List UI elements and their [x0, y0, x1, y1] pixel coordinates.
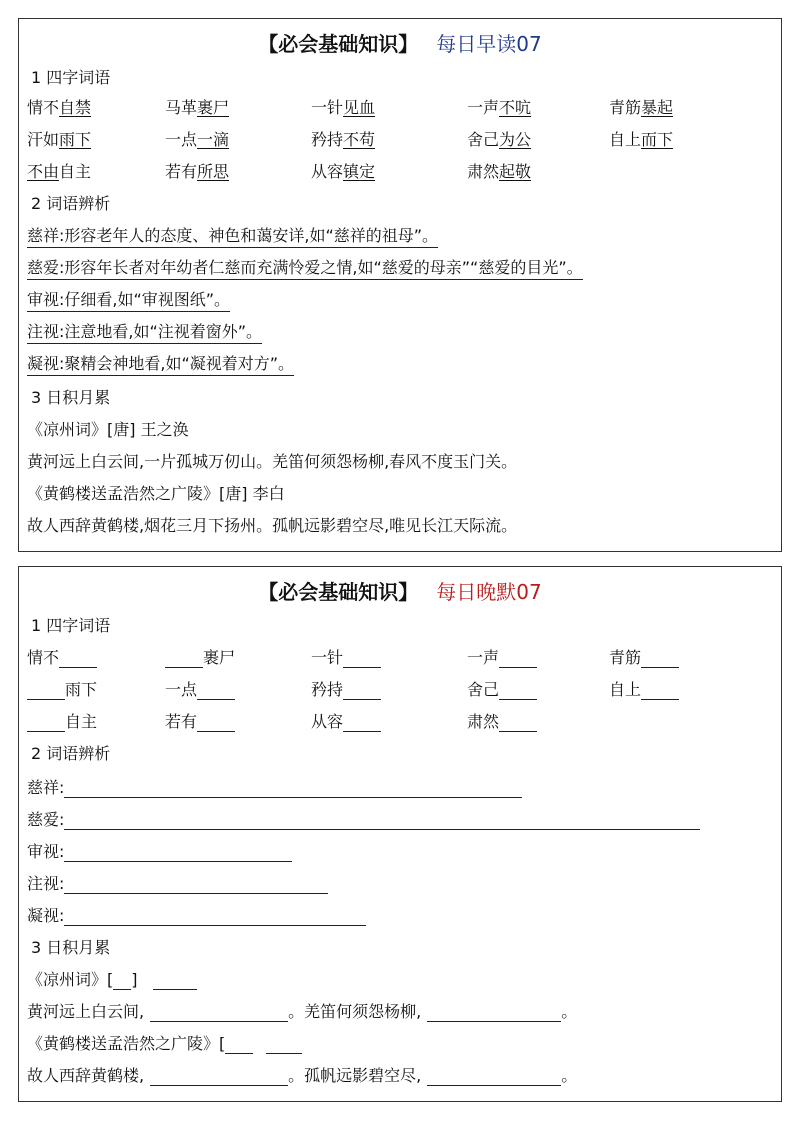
word-item: 汗如雨下	[27, 130, 92, 149]
word-item: 一声不吭	[467, 98, 532, 117]
word-row-3	[19, 709, 781, 733]
definition-line: 慈爱:形容年长者对年幼者仁慈而充满怜爱之情,如“慈爱的母亲”“慈爱的目光”。	[27, 255, 583, 278]
definition-blank[interactable]: 凝视:	[27, 903, 366, 926]
poem-title-blank[interactable]: 《黄鹤楼送孟浩然之广陵》[	[27, 1031, 302, 1054]
word-blank-item[interactable]: 裹尸	[165, 645, 235, 668]
word-blank-item[interactable]: 一声	[467, 645, 537, 668]
definition-line: 凝视:聚精会神地看,如“凝视着对方”。	[27, 351, 294, 374]
word-blank-item[interactable]: 矜持	[311, 677, 381, 700]
word-blank-item[interactable]: 雨下	[27, 677, 97, 700]
panel-title	[19, 28, 781, 58]
word-row-1	[19, 645, 781, 669]
definition-blank[interactable]: 慈爱:	[27, 807, 700, 830]
word-blank-item[interactable]: 肃然	[467, 709, 537, 732]
word-blank-item[interactable]: 青筋	[609, 645, 679, 668]
poem-line: 黄河远上白云间,一片孤城万仞山。羌笛何须怨杨柳,春风不度玉门关。	[27, 452, 518, 471]
word-blank-item[interactable]: 自上	[609, 677, 679, 700]
word-row-2	[19, 127, 781, 151]
word-blank-item[interactable]: 一针	[311, 645, 381, 668]
section-daily-accumulation: 3 日积月累	[31, 938, 111, 957]
word-blank-item[interactable]: 一点	[165, 677, 235, 700]
word-item: 一点一滴	[165, 130, 230, 149]
title-sub: 每日早读07	[436, 32, 542, 56]
word-item: 若有所思	[165, 162, 230, 181]
word-blank-item[interactable]: 从容	[311, 709, 381, 732]
word-item: 一针见血	[311, 98, 376, 117]
title-main: 【必会基础知识】	[258, 580, 419, 604]
word-item: 自上而下	[609, 130, 674, 149]
poem-title: 《凉州词》[唐] 王之涣	[27, 420, 189, 439]
word-row-2	[19, 677, 781, 701]
word-item: 舍己为公	[467, 130, 532, 149]
word-blank-item[interactable]: 自主	[27, 709, 97, 732]
word-blank-item[interactable]: 舍己	[467, 677, 537, 700]
definition-line: 审视:仔细看,如“审视图纸”。	[27, 287, 230, 310]
definition-line: 慈祥:形容老年人的态度、神色和蔼安详,如“慈祥的祖母”。	[27, 223, 438, 246]
poem-line-blank[interactable]: 故人西辞黄鹤楼, 。孤帆远影碧空尽, 。	[27, 1066, 578, 1085]
title-main: 【必会基础知识】	[258, 32, 419, 56]
section-word-analysis: 2 词语辨析	[31, 194, 111, 213]
word-item: 不由自主	[27, 162, 92, 181]
section-four-char-words: 1 四字词语	[31, 616, 111, 635]
word-item: 青筋暴起	[609, 98, 674, 117]
evening-dictation-panel	[18, 566, 782, 1102]
section-four-char-words: 1 四字词语	[31, 68, 111, 87]
poem-line: 故人西辞黄鹤楼,烟花三月下扬州。孤帆远影碧空尽,唯见长江天际流。	[27, 516, 518, 535]
word-row-1	[19, 95, 781, 119]
definition-blank[interactable]: 审视:	[27, 839, 292, 862]
word-item: 矜持不苟	[311, 130, 376, 149]
word-item: 情不自禁	[27, 98, 92, 117]
poem-line-blank[interactable]: 黄河远上白云间, 。羌笛何须怨杨柳, 。	[27, 1002, 578, 1021]
title-sub: 每日晚默07	[436, 580, 542, 604]
word-item: 从容镇定	[311, 162, 376, 181]
section-daily-accumulation: 3 日积月累	[31, 388, 111, 407]
definition-blank[interactable]: 慈祥:	[27, 775, 522, 798]
word-item: 肃然起敬	[467, 162, 532, 181]
section-word-analysis: 2 词语辨析	[31, 744, 111, 763]
poem-title-blank[interactable]: 《凉州词》[ ]	[27, 967, 197, 990]
word-item: 马革裹尸	[165, 98, 230, 117]
poem-title: 《黄鹤楼送孟浩然之广陵》[唐] 李白	[27, 484, 285, 503]
word-blank-item[interactable]: 若有	[165, 709, 235, 732]
word-blank-item[interactable]: 情不	[27, 645, 97, 668]
morning-reading-panel	[18, 18, 782, 552]
definition-blank[interactable]: 注视:	[27, 871, 328, 894]
definition-line: 注视:注意地看,如“注视着窗外”。	[27, 319, 262, 342]
panel-title	[19, 576, 781, 606]
word-row-3	[19, 159, 781, 183]
